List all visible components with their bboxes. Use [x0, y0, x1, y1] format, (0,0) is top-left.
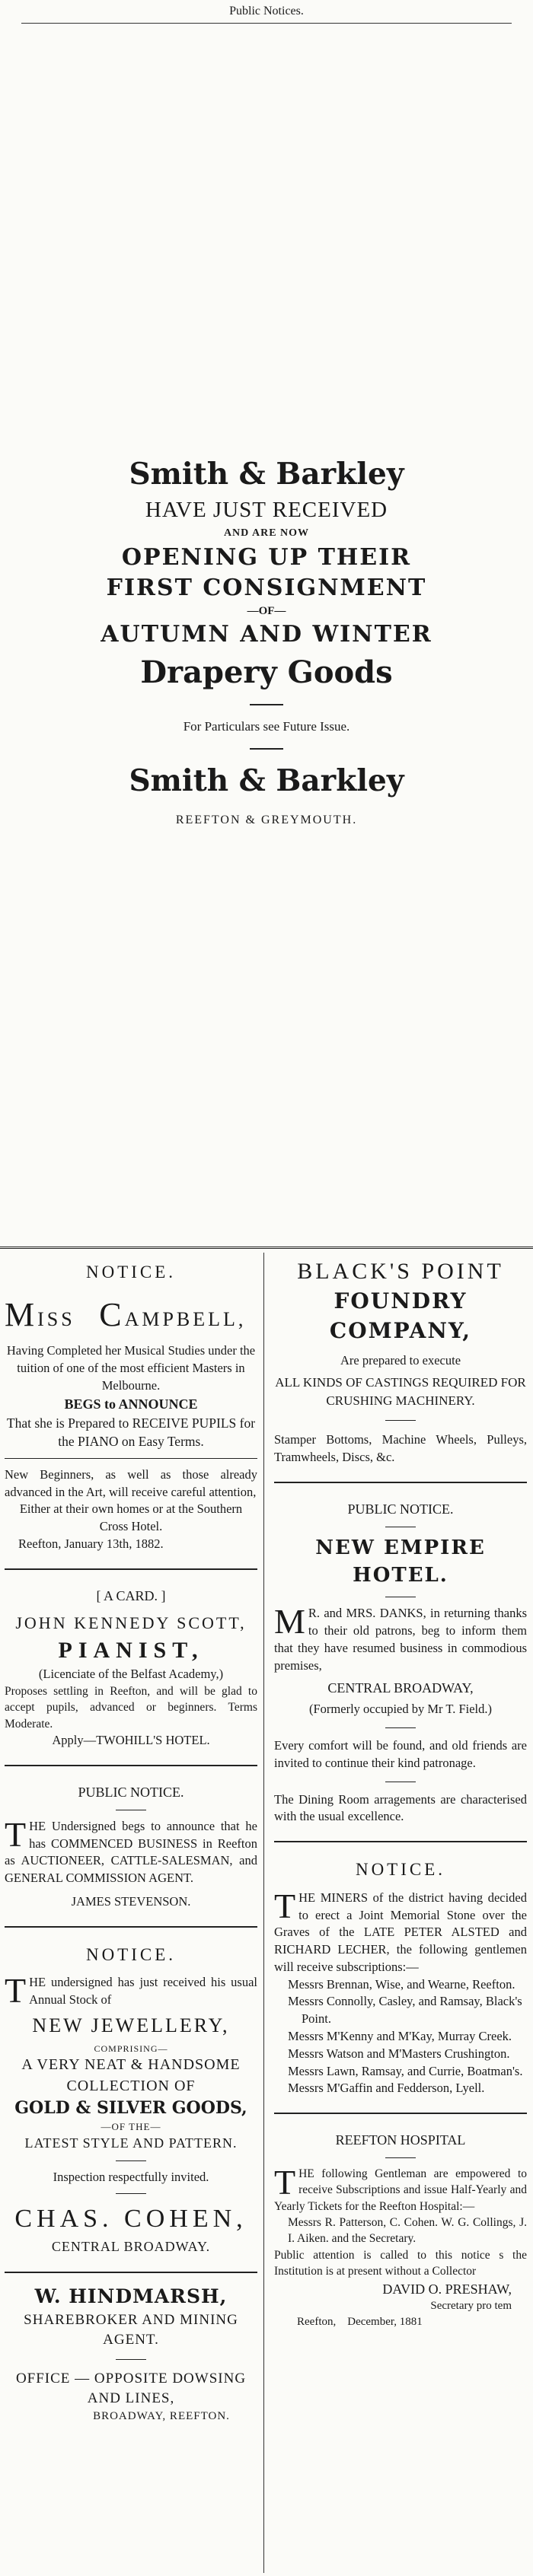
- foundry-items: Stamper Bottoms, Machine Wheels, Pulleys, Tramwheels, Discs, &c.: [274, 1432, 527, 1465]
- divider: [274, 1482, 527, 1483]
- hospital-notice: [274, 2122, 527, 2338]
- ad-line-5: —OF—: [247, 605, 286, 617]
- divider: [5, 1568, 257, 1570]
- cohen-collection: COLLECTION OF: [66, 2077, 196, 2094]
- ad-line-3: OPENING UP THEIR: [121, 544, 412, 571]
- firm-name-2: Smith & Barkley: [129, 763, 404, 798]
- foundry-prepared: Are prepared to execute: [340, 1352, 461, 1368]
- divider: [116, 2359, 146, 2360]
- ad-line-2: AND ARE NOW: [223, 527, 310, 539]
- cohen-body: THE undersigned has just received his usual Annual Stock of: [5, 1971, 257, 2011]
- divider: [116, 2193, 146, 2194]
- campbell-body-3: New Beginners, as well as those already advanced in the Art, will receive careful attention,: [5, 1466, 257, 1499]
- memorial-body: THE MINERS of the district having decided to erect a Joint Memorial Stone over the Graves of the LATE PETER ALSTED and RICHARD LECHER, the following gentlemen will receive subscriptions:—: [274, 1886, 527, 1974]
- divider: [5, 1458, 257, 1459]
- empire-location: CENTRAL BROADWAY,: [327, 1680, 474, 1696]
- divider: [385, 1420, 416, 1421]
- column-divider: [263, 1253, 264, 2573]
- cohen-comprising: COMPRISING—: [94, 2043, 168, 2054]
- ad-line-6: AUTUMN AND WINTER: [101, 621, 432, 648]
- empire-comfort: Every comfort will be found, and old friends are invited to continue their kind patronage.: [274, 1738, 527, 1770]
- stevenson-sig: JAMES STEVENSON.: [71, 1893, 191, 1909]
- notice-heading: NOTICE.: [355, 1860, 446, 1880]
- divider: [5, 1926, 257, 1928]
- scott-name: JOHN KENNEDY SCOTT,: [15, 1613, 247, 1632]
- divider: [5, 1765, 257, 1766]
- ad-location: REEFTON & GREYMOUTH.: [175, 814, 358, 826]
- divider: [385, 2157, 416, 2158]
- hospital-names: Messrs R. Patterson, C. Cohen. W. G. Collings, J. I. Aiken. and the Secretary.: [288, 2216, 527, 2246]
- list-item: Messrs M'Kenny and M'Kay, Murray Creek.: [288, 2029, 512, 2043]
- memorial-notice: [274, 1850, 527, 2105]
- hotel-name: NEW EMPIRE HOTEL.: [315, 1536, 486, 1587]
- notice-heading: NOTICE.: [85, 1263, 177, 1282]
- empire-notice: [274, 1491, 527, 1833]
- blacks-point-ad: [274, 1253, 527, 1474]
- hindmarsh-ad: [5, 2281, 257, 2432]
- page-header-title: Public Notices.: [229, 5, 304, 18]
- campbell-body-1: Having Completed her Musical Studies under the tuition of one of the most efficient Masters in Melbourne.: [6, 1343, 256, 1393]
- scott-body: Proposes settling in Reefton, and will be glad to accept pupils, advanced or beginners. Terms Moderate.: [5, 1685, 257, 1731]
- empire-dining: The Dining Room arragements are characterised with the usual excellence.: [274, 1791, 527, 1824]
- ad-line-1: HAVE JUST RECEIVED: [145, 498, 388, 522]
- list-item: Messrs Connolly, Casley, and Ramsay, Black's Point.: [288, 1994, 522, 2027]
- notice-heading: PUBLIC NOTICE.: [347, 1501, 454, 1517]
- scott-apply: Apply—TWOHILL'S HOTEL.: [52, 1733, 210, 1748]
- campbell-name: MISS CAMPBELL,: [5, 1295, 247, 1333]
- divider: [5, 2272, 257, 2273]
- hindmarsh-office: OFFICE — OPPOSITE DOWSING AND LINES,: [15, 2371, 247, 2407]
- hospital-sig-role: Secretary pro tem: [430, 2300, 512, 2313]
- list-item: Messrs M'Gaffin and Fedderson, Lyell.: [288, 2081, 485, 2096]
- columns-top-rule: [0, 1247, 533, 1249]
- left-column: [5, 1253, 257, 2432]
- campbell-body-4: Either at their own homes or at the Southern Cross Hotel.: [19, 1501, 243, 1534]
- divider: [274, 1841, 527, 1842]
- divider: [274, 2113, 527, 2114]
- cohen-broadway: CENTRAL BROADWAY.: [51, 2239, 211, 2255]
- notice-heading: REEFTON HOSPITAL: [335, 2132, 466, 2148]
- hindmarsh-role: SHAREBROKER AND MINING AGENT.: [24, 2311, 238, 2348]
- foundry-name: FOUNDRY COMPANY,: [329, 1288, 472, 1344]
- header-rule: [21, 23, 512, 24]
- ad-line-4: FIRST CONSIGNMENT: [106, 575, 427, 601]
- cohen-of-the: —OF THE—: [101, 2120, 161, 2132]
- empire-formerly: (Formerly occupied by Mr T. Field.): [309, 1702, 492, 1717]
- smith-barkley-ad: [30, 457, 503, 827]
- notice-heading: NOTICE.: [85, 1944, 177, 1964]
- scott-card: [5, 1578, 257, 1757]
- divider: [250, 748, 283, 750]
- hospital-place-date: Reefton, December, 1881: [297, 2316, 423, 2329]
- empire-body: M R. and MRS. DANKS, in returning thanks to their old patrons, beg to inform them that they have resumed business in commodious premises,: [274, 1602, 527, 1673]
- hindmarsh-address: BROADWAY, REEFTON.: [93, 2410, 230, 2423]
- memorial-list: [274, 1976, 527, 2097]
- divider: [385, 1727, 416, 1728]
- cohen-inspection: Inspection respectfully invited.: [53, 2169, 209, 2184]
- divider: [250, 704, 283, 705]
- campbell-date: Reefton, January 13th, 1882.: [18, 1536, 164, 1551]
- cohen-latest: LATEST STYLE AND PATTERN.: [24, 2135, 238, 2151]
- campbell-begs: BEGS to ANNOUNCE: [64, 1396, 198, 1412]
- cohen-notice: [5, 1935, 257, 2265]
- list-item: Messrs Watson and M'Masters Crushington.: [288, 2046, 510, 2061]
- cohen-name: CHAS. COHEN,: [14, 2205, 247, 2234]
- scott-licenciate: (Licenciate of the Belfast Academy,): [38, 1667, 224, 1682]
- right-column: [274, 1253, 527, 2338]
- stevenson-notice: [5, 1774, 257, 1918]
- campbell-notice: [5, 1253, 257, 1561]
- notice-heading: PUBLIC NOTICE.: [78, 1784, 184, 1800]
- list-item: Messrs Brennan, Wise, and Wearne, Reefton.: [288, 1976, 515, 1992]
- cohen-very-neat: A VERY NEAT & HANDSOME: [21, 2056, 241, 2074]
- cohen-new-jewellery: NEW JEWELLERY,: [32, 2014, 230, 2036]
- hospital-attention: Public attention is called to this notice s the Institution is at present without a Collector: [274, 2248, 527, 2278]
- divider: [116, 2160, 146, 2161]
- foundry-castings: ALL KINDS OF CASTINGS REQUIRED FOR CRUSHING MACHINERY.: [275, 1375, 526, 1408]
- cohen-gold: GOLD & SILVER GOODS,: [14, 2098, 247, 2119]
- page-header: [0, 0, 533, 30]
- stevenson-body: THE Undersigned begs to announce that he has COMMENCED BUSINESS in Reefton as AUCTIONEER, CATTLE-SALESMAN, and GENERAL COMMISSION AGENT.: [5, 1814, 257, 1886]
- blacks-point-title: BLACK'S POINT: [297, 1259, 504, 1284]
- firm-name: Smith & Barkley: [129, 457, 404, 492]
- list-item: Messrs Lawn, Ramsay, and Currie, Boatman's.: [288, 2063, 523, 2078]
- ad-drapery: Drapery Goods: [140, 654, 393, 690]
- hindmarsh-name: W. HINDMARSH,: [34, 2285, 228, 2308]
- card-label: [ A CARD. ]: [96, 1587, 166, 1603]
- campbell-body-2: That she is Prepared to RECEIVE PUPILS for the PIANO on Easy Terms.: [6, 1415, 256, 1449]
- scott-title: PIANIST,: [58, 1637, 204, 1663]
- hospital-sig: DAVID O. PRESHAW,: [382, 2281, 512, 2297]
- hospital-body: THE following Gentleman are empowered to receive Subscriptions and issue Half-Yearly and Yearly Tickets for the Reefton Hospital:—: [274, 2162, 527, 2213]
- ad-particulars: For Particulars see Future Issue.: [183, 719, 350, 734]
